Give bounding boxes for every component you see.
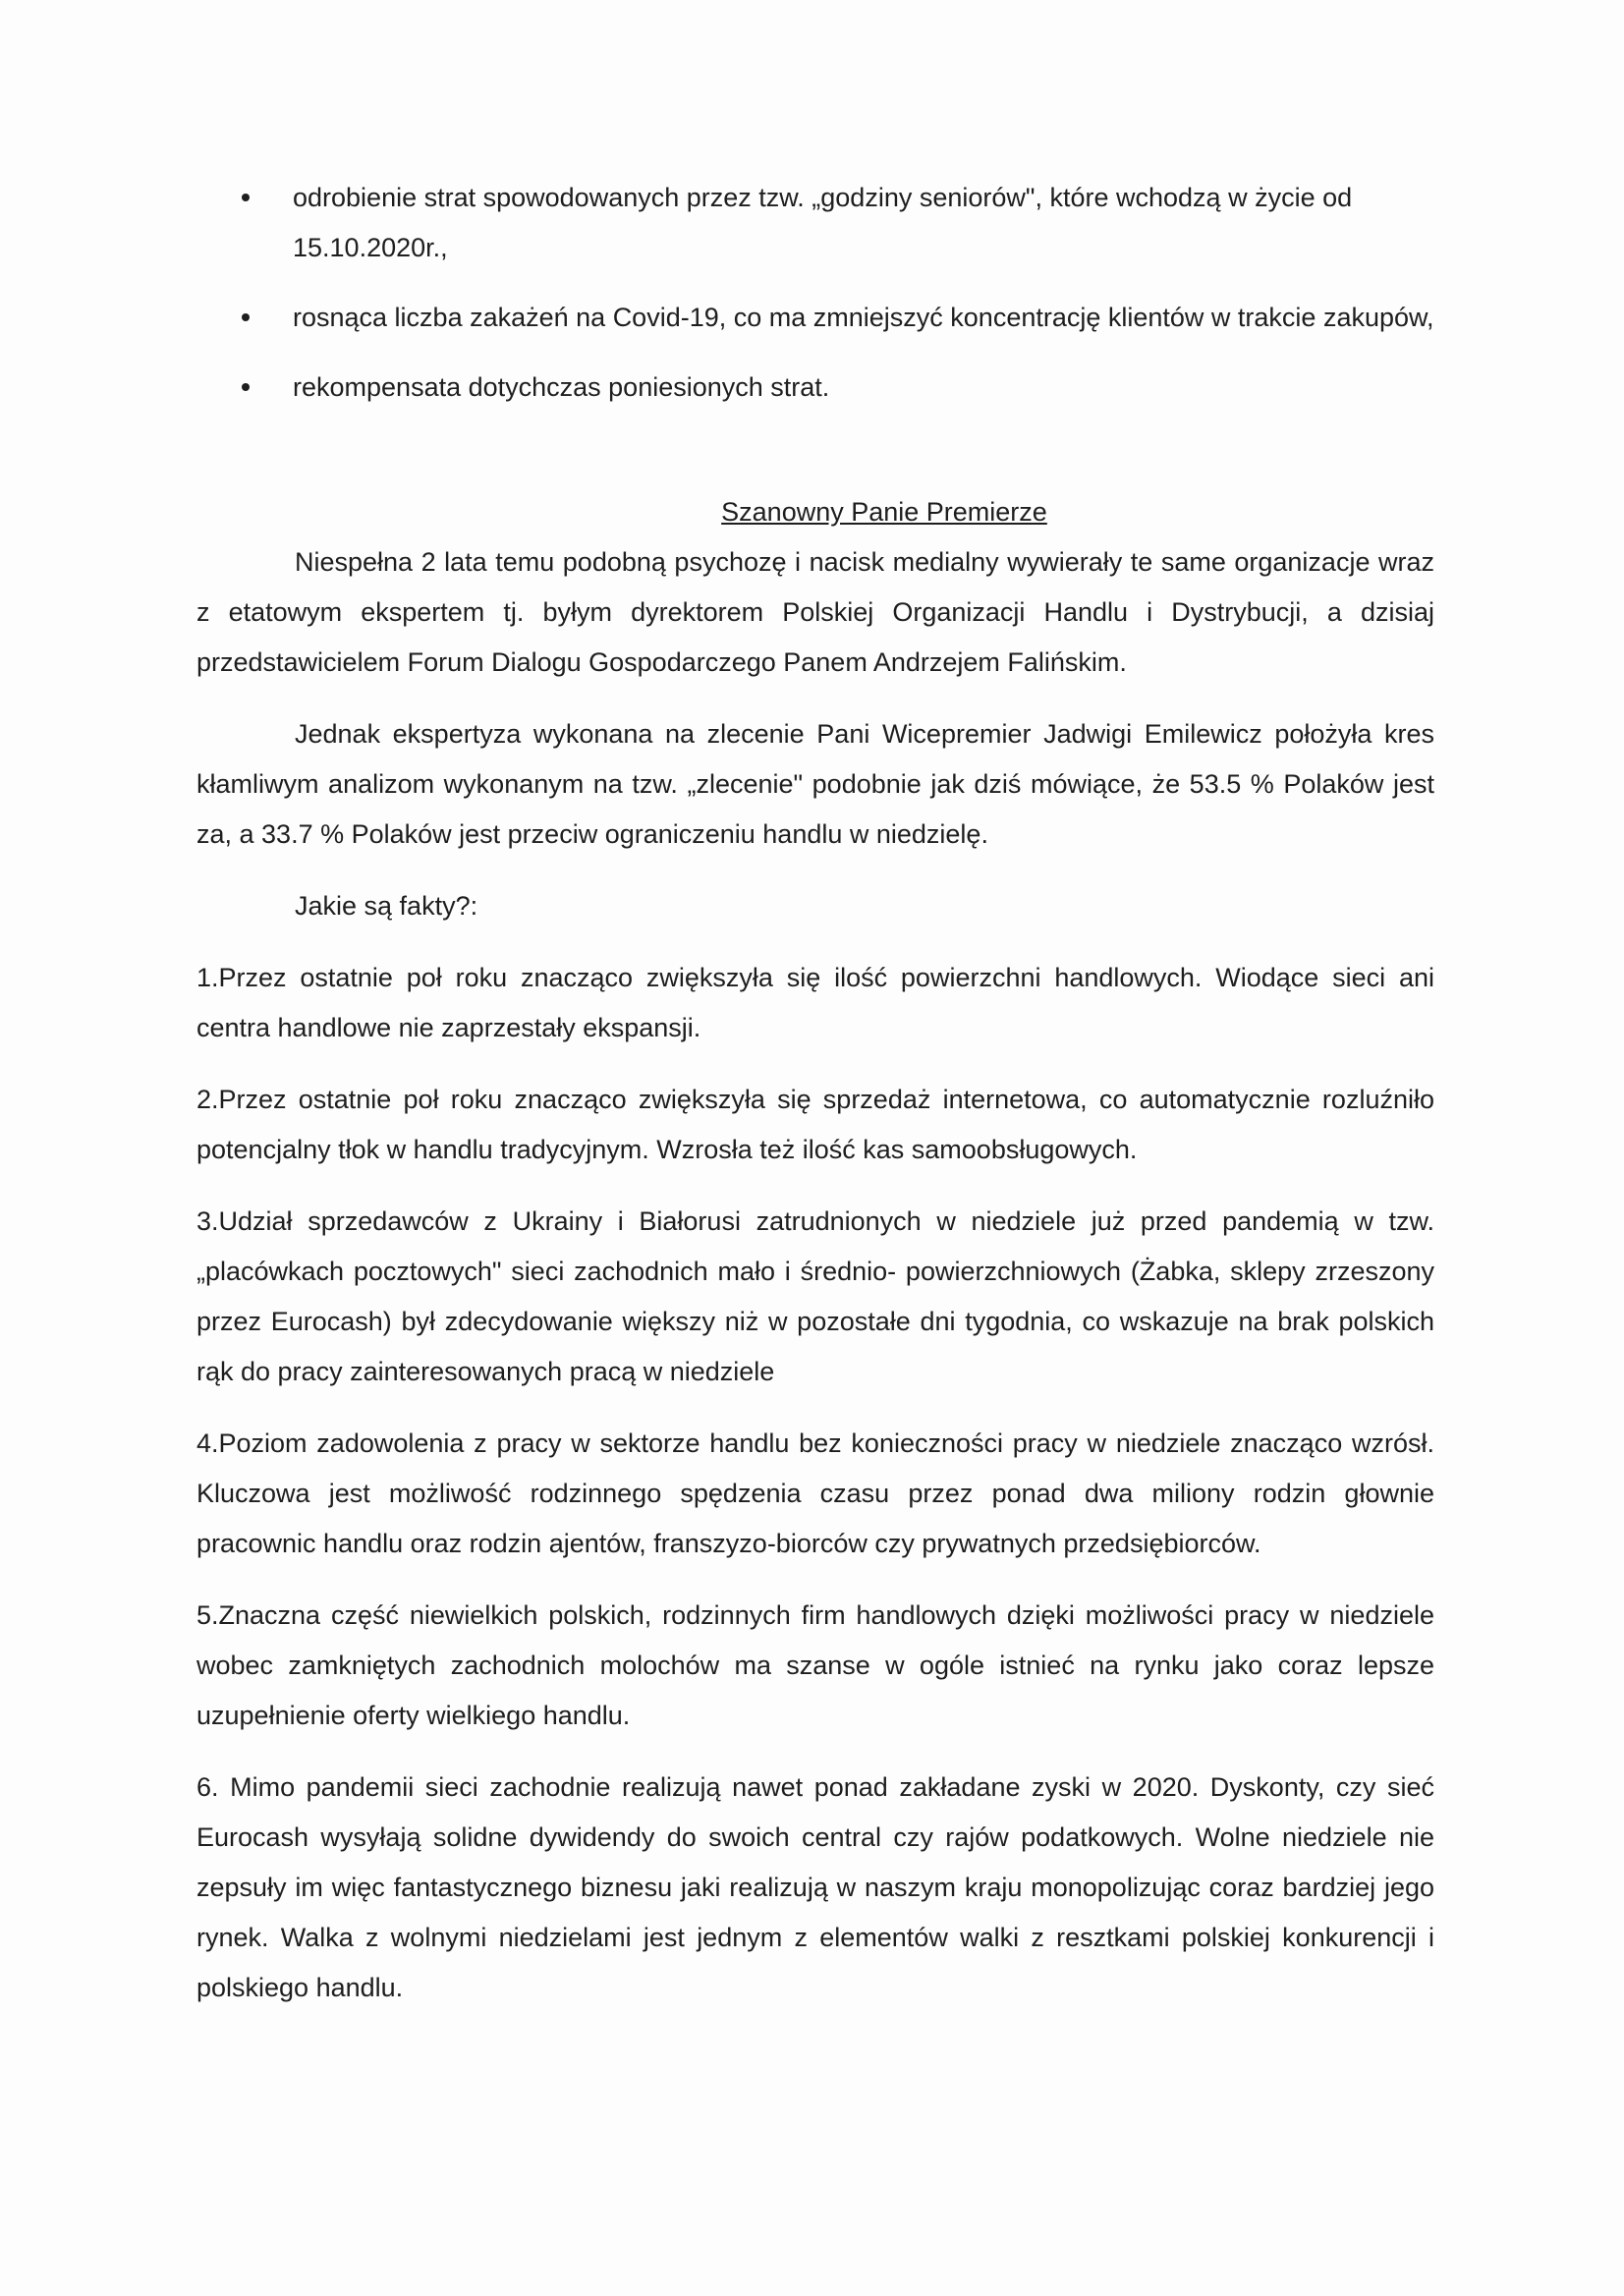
bullet-text: odrobienie strat spowodowanych przez tzw. „godziny seniorów", które wchodzą w życie od 15.10.2020r., [293,183,1353,262]
bullet-text: rosnąca liczba zakażeń na Covid-19, co ma zmniejszyć koncentrację klientów w trakcie zakupów, [293,303,1434,332]
bullet-item [196,173,1434,273]
fact-item-6: 6. Mimo pandemii sieci zachodnie realizują nawet ponad zakładane zyski w 2020. Dyskonty, czy sieć Eurocash wysyłają solidne dywidendy do swoich central czy rajów podatkowych. Wolne niedziele nie zepsuły im więc fantastycznego biznesu jaki realizują w naszym kraju monopolizując coraz bardziej jego rynek. Walka z wolnymi niedzielami jest jednym z elementów walki z resztkami polskiej konkurencji i polskiego handlu. [196,1772,1434,2002]
bullet-text: rekompensata dotychczas poniesionych strat. [293,372,830,402]
bullet-item [196,363,1434,413]
fact-item-3: 3.Udział sprzedawców z Ukrainy i Białorusi zatrudnionych w niedziele już przed pandemią w tzw. „placówkach pocztowych" sieci zachodnich mało i średnio- powierzchniowych (Żabka, sklepy zrzeszony przez Eurocash) był zdecydowanie większy niż w pozostałe dni tygodnia, co wskazuje na brak polskich rąk do pracy zainteresowanych pracą w niedziele [196,1206,1434,1386]
bullet-dot-icon [242,313,250,321]
letter-body [196,173,1434,2013]
fact-item-4: 4.Poziom zadowolenia z pracy w sektorze handlu bez konieczności pracy w niedziele znacząco wzrósł. Kluczowa jest możliwość rodzinnego spędzenia czasu przez ponad dwa miliony rodzin głownie pracownic handlu oraz rodzin ajentów, franszyzo-biorców czy prywatnych przedsiębiorców. [196,1428,1434,1558]
fact-item-2: 2.Przez ostatnie poł roku znacząco zwiększyła się sprzedaż internetowa, co automatycznie rozluźniło potencjalny tłok w handlu tradycyjnym. Wzrosła też ilość kas samoobsługowych. [196,1085,1434,1164]
bullet-dot-icon [242,194,250,201]
fact-item-1: 1.Przez ostatnie poł roku znacząco zwiększyła się ilość powierzchni handlowych. Wiodące sieci ani centra handlowe nie zaprzestały ekspansji. [196,963,1434,1042]
paragraph-intro: Niespełna 2 lata temu podobną psychozę i nacisk medialny wywierały te same organizacje wraz z etatowym ekspertem tj. byłym dyrektorem Polskiej Organizacji Handlu i Dystrybucji, a dzisiaj przedstawicielem Forum Dialogu Gospodarczego Panem Andrzejem Falińskim. [196,547,1434,677]
salutation-heading: Szanowny Panie Premierze [721,497,1047,527]
fact-item-5: 5.Znaczna część niewielkich polskich, rodzinnych firm handlowych dzięki możliwości pracy w niedziele wobec zamkniętych zachodnich molochów ma szanse w ogóle istnieć na rynku jako coraz lepsze uzupełnienie oferty wielkiego handlu. [196,1600,1434,1730]
bullet-item [196,293,1434,343]
paragraph-expertise: Jednak ekspertyza wykonana na zlecenie Pani Wicepremier Jadwigi Emilewicz położyła kres kłamliwym analizom wykonanym na tzw. „zlecenie" podobnie jak dziś mówiące, że 53.5 % Polaków jest za, a 33.7 % Polaków jest przeciw ograniczeniu handlu w niedzielę. [196,719,1434,849]
paragraph-facts-question: Jakie są fakty?: [295,891,478,921]
bullet-list [196,173,1434,413]
bullet-dot-icon [242,383,250,391]
